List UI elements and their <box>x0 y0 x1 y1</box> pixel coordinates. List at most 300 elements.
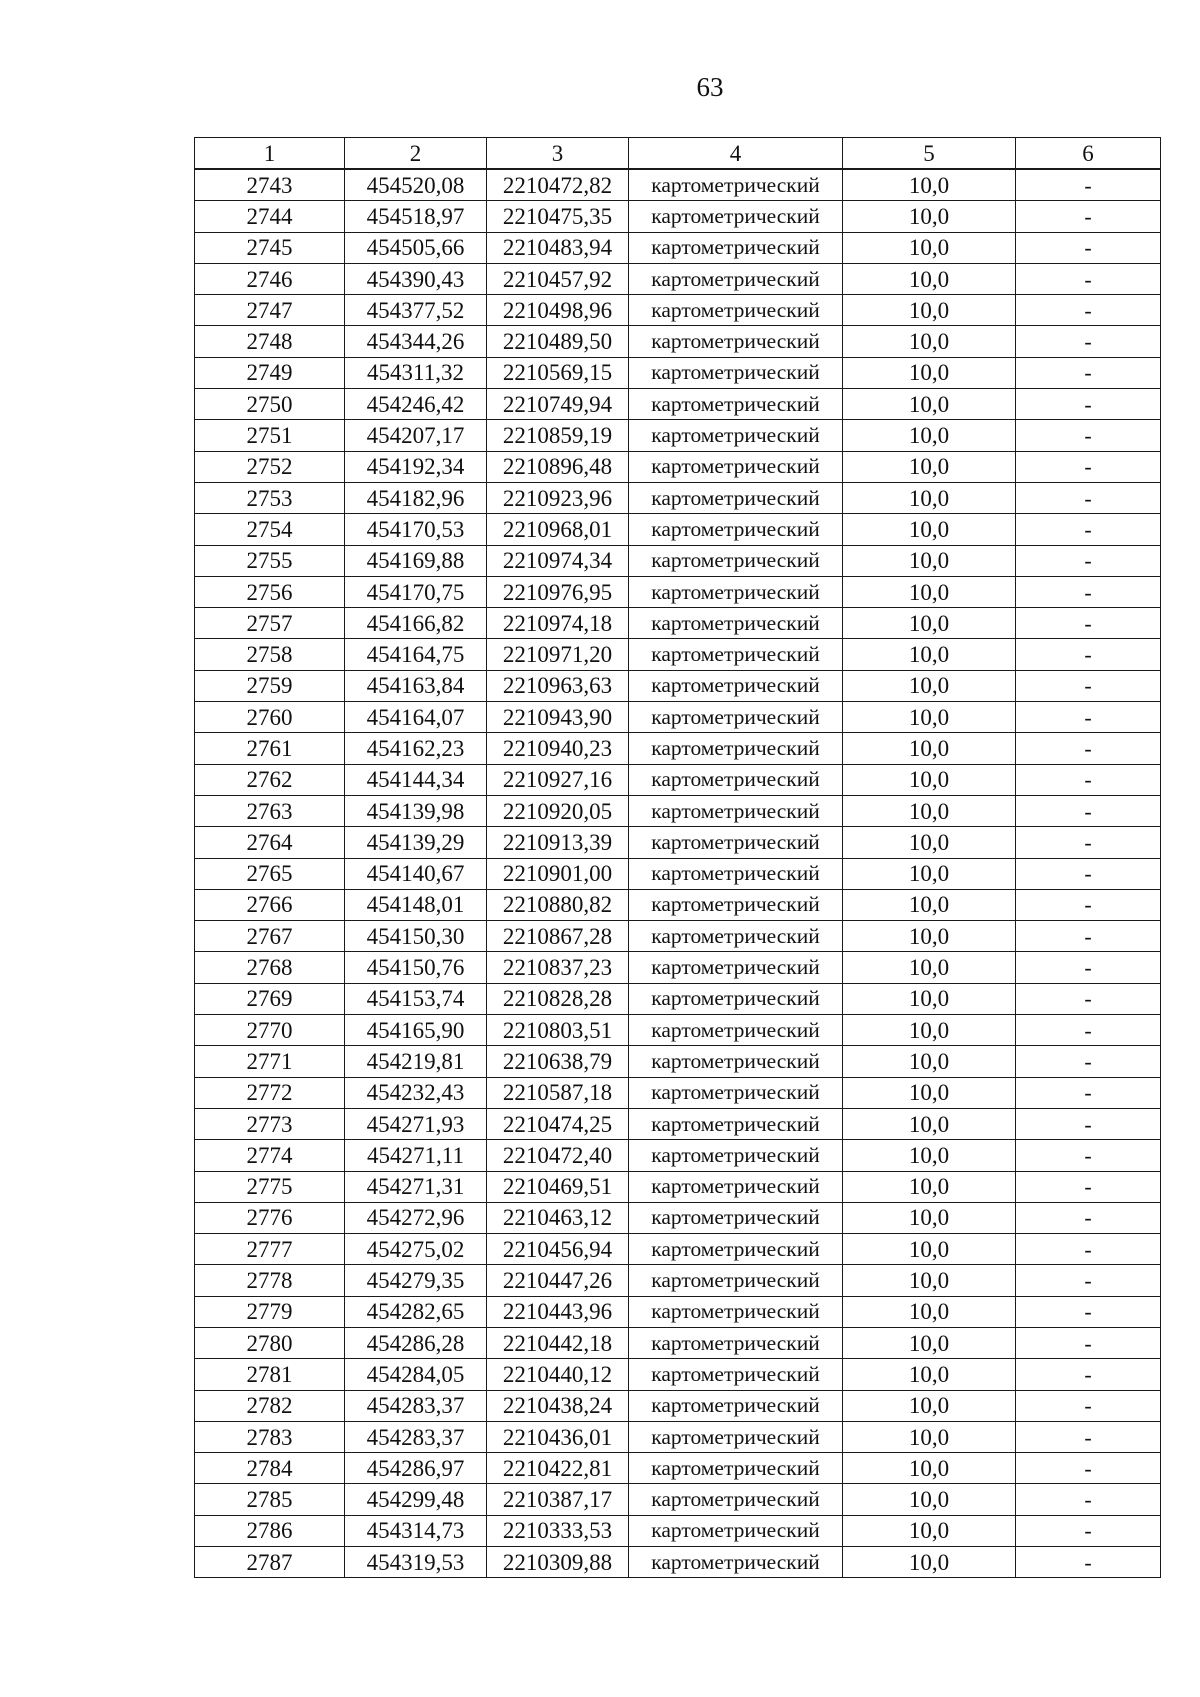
point-number-cell: 2766 <box>195 889 345 920</box>
point-number-cell: 2774 <box>195 1140 345 1171</box>
method-cell: картометрический <box>629 795 843 826</box>
accuracy-cell: 10,0 <box>843 420 1016 451</box>
note-cell: - <box>1016 1453 1161 1484</box>
method-cell: картометрический <box>629 827 843 858</box>
point-number-cell: 2773 <box>195 1108 345 1139</box>
note-cell: - <box>1016 576 1161 607</box>
point-number-cell: 2752 <box>195 451 345 482</box>
accuracy-cell: 10,0 <box>843 1265 1016 1296</box>
table-row <box>195 1515 1161 1546</box>
y-coordinate-cell: 2210968,01 <box>487 514 629 545</box>
note-cell: - <box>1016 545 1161 576</box>
table-row <box>195 1390 1161 1421</box>
col-note-header: 6 <box>1016 138 1161 170</box>
point-number-cell: 2749 <box>195 357 345 388</box>
y-coordinate-cell: 2210913,39 <box>487 827 629 858</box>
x-coordinate-cell: 454192,34 <box>345 451 487 482</box>
method-cell: картометрический <box>629 201 843 232</box>
x-coordinate-cell: 454344,26 <box>345 326 487 357</box>
point-number-cell: 2756 <box>195 576 345 607</box>
y-coordinate-cell: 2210442,18 <box>487 1327 629 1358</box>
table-row <box>195 1015 1161 1046</box>
accuracy-cell: 10,0 <box>843 357 1016 388</box>
table-row <box>195 983 1161 1014</box>
point-number-cell: 2755 <box>195 545 345 576</box>
table-row <box>195 827 1161 858</box>
accuracy-cell: 10,0 <box>843 1015 1016 1046</box>
note-cell: - <box>1016 1265 1161 1296</box>
method-cell: картометрический <box>629 1234 843 1265</box>
point-number-cell: 2783 <box>195 1421 345 1452</box>
method-cell: картометрический <box>629 514 843 545</box>
point-number-cell: 2771 <box>195 1046 345 1077</box>
point-number-cell: 2778 <box>195 1265 345 1296</box>
y-coordinate-cell: 2210569,15 <box>487 357 629 388</box>
x-coordinate-cell: 454150,76 <box>345 952 487 983</box>
point-number-cell: 2768 <box>195 952 345 983</box>
accuracy-cell: 10,0 <box>843 795 1016 826</box>
x-coordinate-cell: 454275,02 <box>345 1234 487 1265</box>
point-number-cell: 2753 <box>195 482 345 513</box>
accuracy-cell: 10,0 <box>843 295 1016 326</box>
x-coordinate-cell: 454272,96 <box>345 1202 487 1233</box>
x-coordinate-cell: 454162,23 <box>345 733 487 764</box>
y-coordinate-cell: 2210463,12 <box>487 1202 629 1233</box>
method-cell: картометрический <box>629 670 843 701</box>
y-coordinate-cell: 2210469,51 <box>487 1171 629 1202</box>
method-cell: картометрический <box>629 420 843 451</box>
point-number-cell: 2754 <box>195 514 345 545</box>
point-number-cell: 2759 <box>195 670 345 701</box>
note-cell: - <box>1016 1015 1161 1046</box>
method-cell: картометрический <box>629 1171 843 1202</box>
point-number-cell: 2763 <box>195 795 345 826</box>
method-cell: картометрический <box>629 1108 843 1139</box>
note-cell: - <box>1016 1515 1161 1546</box>
x-coordinate-cell: 454283,37 <box>345 1390 487 1421</box>
x-coordinate-cell: 454518,97 <box>345 201 487 232</box>
y-coordinate-cell: 2210749,94 <box>487 389 629 420</box>
point-number-cell: 2762 <box>195 764 345 795</box>
method-cell: картометрический <box>629 1077 843 1108</box>
method-cell: картометрический <box>629 1296 843 1327</box>
y-coordinate-cell: 2210923,96 <box>487 482 629 513</box>
table-row <box>195 389 1161 420</box>
note-cell: - <box>1016 670 1161 701</box>
point-number-cell: 2769 <box>195 983 345 1014</box>
note-cell: - <box>1016 420 1161 451</box>
table-row <box>195 1484 1161 1515</box>
point-number-cell: 2750 <box>195 389 345 420</box>
accuracy-cell: 10,0 <box>843 858 1016 889</box>
accuracy-cell: 10,0 <box>843 1327 1016 1358</box>
col-x-header: 2 <box>345 138 487 170</box>
x-coordinate-cell: 454311,32 <box>345 357 487 388</box>
x-coordinate-cell: 454153,74 <box>345 983 487 1014</box>
accuracy-cell: 10,0 <box>843 389 1016 420</box>
accuracy-cell: 10,0 <box>843 1046 1016 1077</box>
method-cell: картометрический <box>629 576 843 607</box>
point-number-cell: 2779 <box>195 1296 345 1327</box>
x-coordinate-cell: 454139,29 <box>345 827 487 858</box>
point-number-cell: 2782 <box>195 1390 345 1421</box>
accuracy-cell: 10,0 <box>843 232 1016 263</box>
point-number-cell: 2776 <box>195 1202 345 1233</box>
method-cell: картометрический <box>629 1015 843 1046</box>
note-cell: - <box>1016 1140 1161 1171</box>
y-coordinate-cell: 2210880,82 <box>487 889 629 920</box>
accuracy-cell: 10,0 <box>843 482 1016 513</box>
note-cell: - <box>1016 1046 1161 1077</box>
x-coordinate-cell: 454170,75 <box>345 576 487 607</box>
y-coordinate-cell: 2210837,23 <box>487 952 629 983</box>
point-number-cell: 2746 <box>195 263 345 294</box>
note-cell: - <box>1016 952 1161 983</box>
note-cell: - <box>1016 733 1161 764</box>
accuracy-cell: 10,0 <box>843 1390 1016 1421</box>
point-number-cell: 2747 <box>195 295 345 326</box>
col-point-number-header: 1 <box>195 138 345 170</box>
y-coordinate-cell: 2210901,00 <box>487 858 629 889</box>
y-coordinate-cell: 2210963,63 <box>487 670 629 701</box>
point-number-cell: 2745 <box>195 232 345 263</box>
x-coordinate-cell: 454390,43 <box>345 263 487 294</box>
table-row <box>195 1234 1161 1265</box>
table-row <box>195 1202 1161 1233</box>
y-coordinate-cell: 2210896,48 <box>487 451 629 482</box>
y-coordinate-cell: 2210971,20 <box>487 639 629 670</box>
note-cell: - <box>1016 201 1161 232</box>
note-cell: - <box>1016 1234 1161 1265</box>
y-coordinate-cell: 2210940,23 <box>487 733 629 764</box>
method-cell: картометрический <box>629 263 843 294</box>
method-cell: картометрический <box>629 1453 843 1484</box>
x-coordinate-cell: 454148,01 <box>345 889 487 920</box>
table-row <box>195 952 1161 983</box>
point-number-cell: 2785 <box>195 1484 345 1515</box>
table-header-row <box>195 138 1161 170</box>
note-cell: - <box>1016 1359 1161 1390</box>
table-row <box>195 1171 1161 1202</box>
note-cell: - <box>1016 451 1161 482</box>
note-cell: - <box>1016 983 1161 1014</box>
point-number-cell: 2781 <box>195 1359 345 1390</box>
point-number-cell: 2787 <box>195 1547 345 1578</box>
x-coordinate-cell: 454165,90 <box>345 1015 487 1046</box>
y-coordinate-cell: 2210638,79 <box>487 1046 629 1077</box>
y-coordinate-cell: 2210828,28 <box>487 983 629 1014</box>
note-cell: - <box>1016 1484 1161 1515</box>
accuracy-cell: 10,0 <box>843 1421 1016 1452</box>
table-body <box>195 169 1161 1578</box>
method-cell: картометрический <box>629 232 843 263</box>
table-row <box>195 795 1161 826</box>
table-row <box>195 263 1161 294</box>
point-number-cell: 2786 <box>195 1515 345 1546</box>
note-cell: - <box>1016 764 1161 795</box>
table-row <box>195 420 1161 451</box>
accuracy-cell: 10,0 <box>843 1453 1016 1484</box>
x-coordinate-cell: 454282,65 <box>345 1296 487 1327</box>
y-coordinate-cell: 2210438,24 <box>487 1390 629 1421</box>
note-cell: - <box>1016 169 1161 201</box>
method-cell: картометрический <box>629 169 843 201</box>
note-cell: - <box>1016 482 1161 513</box>
y-coordinate-cell: 2210472,40 <box>487 1140 629 1171</box>
note-cell: - <box>1016 357 1161 388</box>
point-number-cell: 2758 <box>195 639 345 670</box>
note-cell: - <box>1016 1547 1161 1578</box>
method-cell: картометрический <box>629 1265 843 1296</box>
y-coordinate-cell: 2210943,90 <box>487 702 629 733</box>
note-cell: - <box>1016 232 1161 263</box>
point-number-cell: 2743 <box>195 169 345 201</box>
method-cell: картометрический <box>629 1515 843 1546</box>
x-coordinate-cell: 454271,31 <box>345 1171 487 1202</box>
method-cell: картометрический <box>629 326 843 357</box>
table-row <box>195 733 1161 764</box>
note-cell: - <box>1016 795 1161 826</box>
y-coordinate-cell: 2210387,17 <box>487 1484 629 1515</box>
method-cell: картометрический <box>629 1046 843 1077</box>
note-cell: - <box>1016 889 1161 920</box>
table-row <box>195 357 1161 388</box>
table-row <box>195 889 1161 920</box>
table-row <box>195 482 1161 513</box>
accuracy-cell: 10,0 <box>843 1359 1016 1390</box>
x-coordinate-cell: 454279,35 <box>345 1265 487 1296</box>
accuracy-cell: 10,0 <box>843 639 1016 670</box>
table-row <box>195 1421 1161 1452</box>
method-cell: картометрический <box>629 858 843 889</box>
y-coordinate-cell: 2210483,94 <box>487 232 629 263</box>
accuracy-cell: 10,0 <box>843 576 1016 607</box>
table-row <box>195 1046 1161 1077</box>
page-number: 63 <box>696 72 724 102</box>
table-row <box>195 326 1161 357</box>
method-cell: картометрический <box>629 1202 843 1233</box>
accuracy-cell: 10,0 <box>843 889 1016 920</box>
x-coordinate-cell: 454232,43 <box>345 1077 487 1108</box>
x-coordinate-cell: 454283,37 <box>345 1421 487 1452</box>
y-coordinate-cell: 2210475,35 <box>487 201 629 232</box>
accuracy-cell: 10,0 <box>843 670 1016 701</box>
x-coordinate-cell: 454207,17 <box>345 420 487 451</box>
accuracy-cell: 10,0 <box>843 1296 1016 1327</box>
method-cell: картометрический <box>629 639 843 670</box>
accuracy-cell: 10,0 <box>843 608 1016 639</box>
y-coordinate-cell: 2210587,18 <box>487 1077 629 1108</box>
accuracy-cell: 10,0 <box>843 1108 1016 1139</box>
point-number-cell: 2767 <box>195 921 345 952</box>
table-row <box>195 764 1161 795</box>
method-cell: картометрический <box>629 1421 843 1452</box>
note-cell: - <box>1016 1390 1161 1421</box>
note-cell: - <box>1016 608 1161 639</box>
y-coordinate-cell: 2210859,19 <box>487 420 629 451</box>
y-coordinate-cell: 2210498,96 <box>487 295 629 326</box>
point-number-cell: 2761 <box>195 733 345 764</box>
accuracy-cell: 10,0 <box>843 1547 1016 1578</box>
col-method-header: 4 <box>629 138 843 170</box>
y-coordinate-cell: 2210472,82 <box>487 169 629 201</box>
accuracy-cell: 10,0 <box>843 201 1016 232</box>
note-cell: - <box>1016 326 1161 357</box>
note-cell: - <box>1016 1421 1161 1452</box>
x-coordinate-cell: 454520,08 <box>345 169 487 201</box>
note-cell: - <box>1016 921 1161 952</box>
note-cell: - <box>1016 639 1161 670</box>
y-coordinate-cell: 2210456,94 <box>487 1234 629 1265</box>
table-row <box>195 670 1161 701</box>
table-row <box>195 1296 1161 1327</box>
accuracy-cell: 10,0 <box>843 263 1016 294</box>
method-cell: картометрический <box>629 1140 843 1171</box>
note-cell: - <box>1016 263 1161 294</box>
table-row <box>195 1547 1161 1578</box>
y-coordinate-cell: 2210974,34 <box>487 545 629 576</box>
method-cell: картометрический <box>629 921 843 952</box>
accuracy-cell: 10,0 <box>843 514 1016 545</box>
accuracy-cell: 10,0 <box>843 1515 1016 1546</box>
y-coordinate-cell: 2210976,95 <box>487 576 629 607</box>
x-coordinate-cell: 454271,93 <box>345 1108 487 1139</box>
accuracy-cell: 10,0 <box>843 733 1016 764</box>
note-cell: - <box>1016 1327 1161 1358</box>
note-cell: - <box>1016 702 1161 733</box>
note-cell: - <box>1016 514 1161 545</box>
method-cell: картометрический <box>629 545 843 576</box>
method-cell: картометрический <box>629 952 843 983</box>
table-row <box>195 1453 1161 1484</box>
x-coordinate-cell: 454166,82 <box>345 608 487 639</box>
x-coordinate-cell: 454163,84 <box>345 670 487 701</box>
accuracy-cell: 10,0 <box>843 1484 1016 1515</box>
x-coordinate-cell: 454286,97 <box>345 1453 487 1484</box>
table-row <box>195 514 1161 545</box>
y-coordinate-cell: 2210920,05 <box>487 795 629 826</box>
y-coordinate-cell: 2210974,18 <box>487 608 629 639</box>
point-number-cell: 2775 <box>195 1171 345 1202</box>
table-row <box>195 1140 1161 1171</box>
point-number-cell: 2770 <box>195 1015 345 1046</box>
x-coordinate-cell: 454150,30 <box>345 921 487 952</box>
point-number-cell: 2757 <box>195 608 345 639</box>
table-row <box>195 201 1161 232</box>
point-number-cell: 2784 <box>195 1453 345 1484</box>
y-coordinate-cell: 2210803,51 <box>487 1015 629 1046</box>
accuracy-cell: 10,0 <box>843 1234 1016 1265</box>
method-cell: картометрический <box>629 295 843 326</box>
table-row <box>195 232 1161 263</box>
table-row <box>195 702 1161 733</box>
y-coordinate-cell: 2210867,28 <box>487 921 629 952</box>
method-cell: картометрический <box>629 764 843 795</box>
y-coordinate-cell: 2210309,88 <box>487 1547 629 1578</box>
method-cell: картометрический <box>629 389 843 420</box>
point-number-cell: 2777 <box>195 1234 345 1265</box>
accuracy-cell: 10,0 <box>843 169 1016 201</box>
table-row <box>195 858 1161 889</box>
table-row <box>195 921 1161 952</box>
x-coordinate-cell: 454319,53 <box>345 1547 487 1578</box>
table-row <box>195 1359 1161 1390</box>
note-cell: - <box>1016 1171 1161 1202</box>
method-cell: картометрический <box>629 357 843 388</box>
col-y-header: 3 <box>487 138 629 170</box>
table-row <box>195 169 1161 201</box>
method-cell: картометрический <box>629 1327 843 1358</box>
table-header <box>195 138 1161 170</box>
method-cell: картометрический <box>629 482 843 513</box>
x-coordinate-cell: 454169,88 <box>345 545 487 576</box>
table-row <box>195 545 1161 576</box>
y-coordinate-cell: 2210333,53 <box>487 1515 629 1546</box>
table-row <box>195 639 1161 670</box>
table-row <box>195 1077 1161 1108</box>
method-cell: картометрический <box>629 983 843 1014</box>
note-cell: - <box>1016 389 1161 420</box>
col-accuracy-header: 5 <box>843 138 1016 170</box>
accuracy-cell: 10,0 <box>843 1077 1016 1108</box>
method-cell: картометрический <box>629 1359 843 1390</box>
x-coordinate-cell: 454182,96 <box>345 482 487 513</box>
accuracy-cell: 10,0 <box>843 764 1016 795</box>
table-row <box>195 451 1161 482</box>
method-cell: картометрический <box>629 733 843 764</box>
note-cell: - <box>1016 827 1161 858</box>
point-number-cell: 2764 <box>195 827 345 858</box>
accuracy-cell: 10,0 <box>843 702 1016 733</box>
x-coordinate-cell: 454139,98 <box>345 795 487 826</box>
y-coordinate-cell: 2210927,16 <box>487 764 629 795</box>
table-row <box>195 576 1161 607</box>
x-coordinate-cell: 454284,05 <box>345 1359 487 1390</box>
method-cell: картометрический <box>629 608 843 639</box>
method-cell: картометрический <box>629 451 843 482</box>
table-row <box>195 1327 1161 1358</box>
note-cell: - <box>1016 295 1161 326</box>
point-number-cell: 2760 <box>195 702 345 733</box>
accuracy-cell: 10,0 <box>843 1140 1016 1171</box>
point-number-cell: 2780 <box>195 1327 345 1358</box>
x-coordinate-cell: 454299,48 <box>345 1484 487 1515</box>
x-coordinate-cell: 454164,75 <box>345 639 487 670</box>
note-cell: - <box>1016 1077 1161 1108</box>
y-coordinate-cell: 2210440,12 <box>487 1359 629 1390</box>
note-cell: - <box>1016 858 1161 889</box>
x-coordinate-cell: 454140,67 <box>345 858 487 889</box>
point-number-cell: 2748 <box>195 326 345 357</box>
accuracy-cell: 10,0 <box>843 952 1016 983</box>
y-coordinate-cell: 2210489,50 <box>487 326 629 357</box>
accuracy-cell: 10,0 <box>843 1202 1016 1233</box>
accuracy-cell: 10,0 <box>843 545 1016 576</box>
y-coordinate-cell: 2210422,81 <box>487 1453 629 1484</box>
accuracy-cell: 10,0 <box>843 921 1016 952</box>
y-coordinate-cell: 2210447,26 <box>487 1265 629 1296</box>
accuracy-cell: 10,0 <box>843 1171 1016 1202</box>
point-number-cell: 2765 <box>195 858 345 889</box>
accuracy-cell: 10,0 <box>843 983 1016 1014</box>
note-cell: - <box>1016 1296 1161 1327</box>
x-coordinate-cell: 454286,28 <box>345 1327 487 1358</box>
method-cell: картометрический <box>629 1484 843 1515</box>
coordinates-table <box>194 137 1161 1578</box>
y-coordinate-cell: 2210443,96 <box>487 1296 629 1327</box>
note-cell: - <box>1016 1202 1161 1233</box>
x-coordinate-cell: 454246,42 <box>345 389 487 420</box>
